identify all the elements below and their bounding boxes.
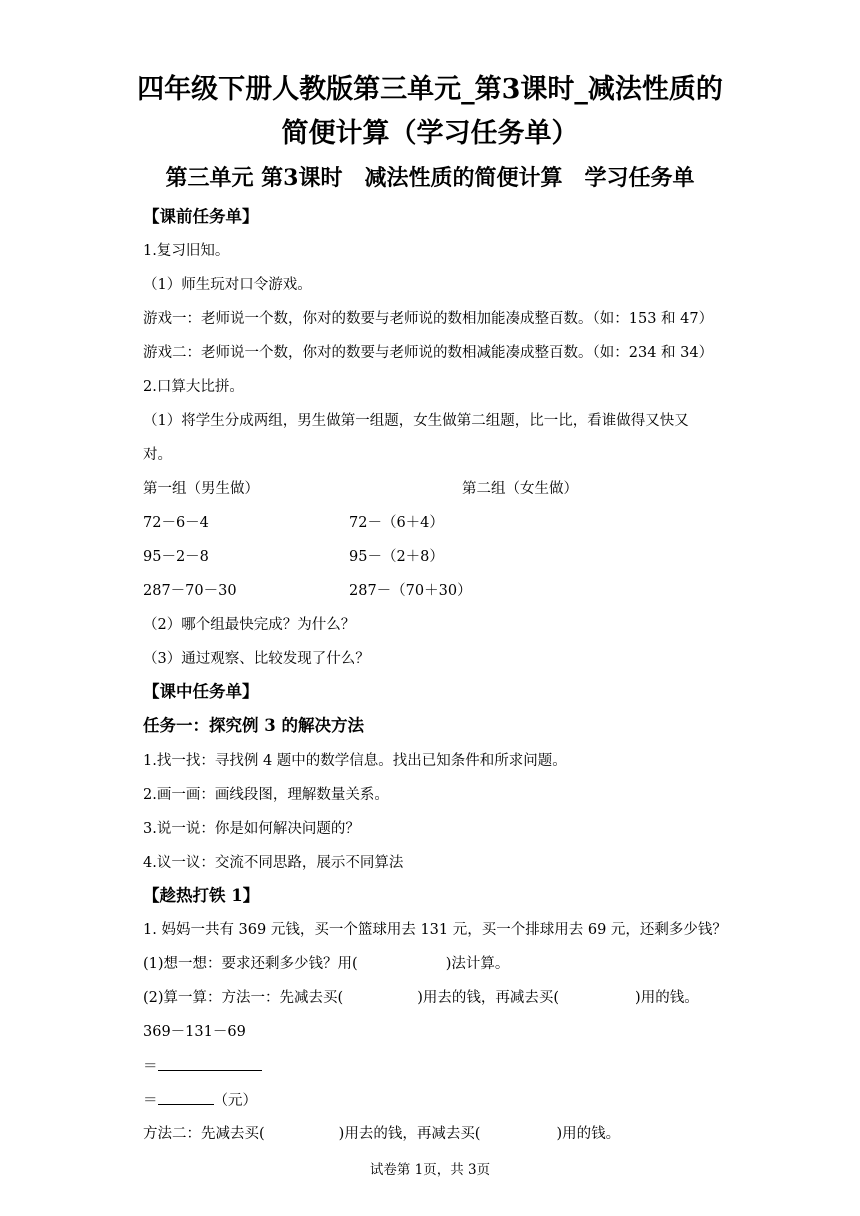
practice-expression: 369－131－69 [143,1024,246,1040]
question-3: （3）通过观察、比较发现了什么？ [143,651,370,667]
in-class-heading: 【课中任务单】 [143,682,259,701]
calc-row [143,580,743,602]
group2-expr: 287－（70＋30） [349,583,472,599]
task-step: 1.找一找：寻找例 4 题中的数学信息。找出已知条件和所求问题。 [143,753,567,769]
answer-blank [158,1055,262,1071]
calc-row [143,546,743,568]
group2-expr: 72－（6＋4） [349,515,444,531]
game2-text: 游戏二：老师说一个数，你对的数要与老师说的数相减能凑成整百数。（如：234 和 34） [143,345,714,361]
group1-label: 第一组（男生做） [143,481,259,497]
pre-class-heading: 【课前任务单】 [143,207,259,226]
group2-label: 第二组（女生做） [462,481,578,497]
game1-text: 游戏一：老师说一个数，你对的数要与老师说的数相加能凑成整百数。（如：153 和 47） [143,311,714,327]
document-title-line2: 简便计算（学习任务单） [281,118,579,149]
practice-problem: 1. 妈妈一共有 369 元钱，买一个篮球用去 131 元，买一个排球用去 69 元，还剩多少钱？ [143,922,727,938]
pre-class-item1-1: （1）师生玩对口令游戏。 [143,277,312,293]
pre-class-item2-1a: （1）将学生分成两组，男生做第一组题，女生做第二组题，比一比，看谁做得又快又 [143,413,689,429]
group-labels-row [143,478,743,500]
pre-class-item2: 2.口算大比拼。 [143,379,244,395]
page-footer: 试卷第 1页，共 3页 [369,1162,491,1178]
task-step: 2.画一画：画线段图，理解数量关系。 [143,787,389,803]
question-2: （2）哪个组最快完成？为什么？ [143,617,356,633]
pre-class-item1: 1.复习旧知。 [143,243,230,259]
practice-step1: (1)想一想：要求还剩多少钱？用( )法计算。 [143,956,510,972]
group1-expr: 72－6－4 [143,515,209,531]
practice-heading: 【趁热打铁 1】 [143,886,260,905]
method2-line: 方法二：先减去买( )用去的钱，再减去买( )用的钱。 [143,1126,621,1142]
answer-line-2: ＝ （元） [143,1089,257,1112]
group1-expr: 287－70－30 [143,583,237,599]
calc-row [143,512,743,534]
task-step: 4.议一议：交流不同思路，展示不同算法 [143,855,404,871]
answer-blank [158,1089,214,1105]
task1-heading: 任务一：探究例 3 的解决方法 [143,716,364,735]
group2-expr: 95－（2＋8） [349,549,444,565]
document-title-line1: 四年级下册人教版第三单元_第3课时_减法性质的 [137,74,723,105]
pre-class-item2-1b: 对。 [143,447,172,463]
answer-line-1: ＝ [143,1055,262,1078]
group1-expr: 95－2－8 [143,549,209,565]
task-step: 3.说一说：你是如何解决问题的？ [143,821,360,837]
practice-step2: (2)算一算：方法一：先减去买( )用去的钱，再减去买( )用的钱。 [143,990,699,1006]
document-subtitle: 第三单元 第3课时 减法性质的简便计算 学习任务单 [165,165,695,191]
